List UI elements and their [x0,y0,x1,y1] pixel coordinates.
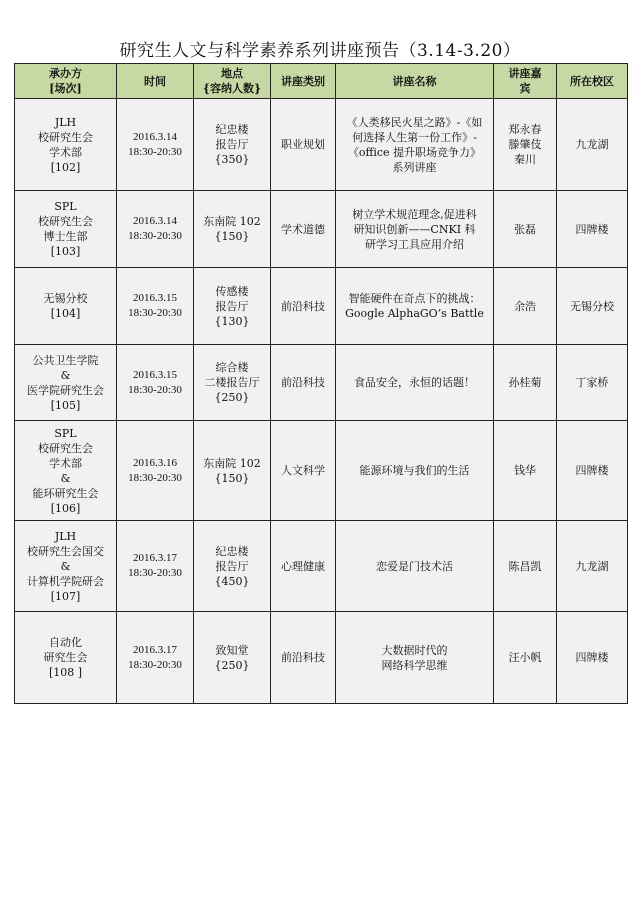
category-cell: 学术道德 [271,191,336,268]
venue-cell: 综合楼 二楼报告厅 {250} [194,345,271,421]
header-topic: 讲座名称 [336,64,494,99]
organizer-cell: JLH 校研究生会国交 & 计算机学院研会 [107] [15,521,117,612]
category-cell: 前沿科技 [271,345,336,421]
organizer-cell: 无锡分校 [104] [15,268,117,345]
topic-cell: 树立学术规范理念,促进科 研知识创新——CNKI 科 研学习工具应用介绍 [336,191,494,268]
organizer-cell: SPL 校研究生会 博士生部 [103] [15,191,117,268]
venue-cell: 纪忠楼 报告厅 {450} [194,521,271,612]
speaker-cell: 钱华 [494,421,557,521]
table-row [15,268,628,345]
topic-cell: 大数据时代的 网络科学思维 [336,612,494,704]
campus-cell: 九龙湖 [557,521,628,612]
category-cell: 前沿科技 [271,612,336,704]
speaker-cell: 孙桂菊 [494,345,557,421]
table-row [15,612,628,704]
table-row [15,521,628,612]
speaker-cell: 张磊 [494,191,557,268]
table-row [15,191,628,268]
venue-cell: 东南院 102 {150} [194,191,271,268]
table-row [15,99,628,191]
speaker-cell: 余浩 [494,268,557,345]
header-venue: 地点 {容纳人数} [194,64,271,99]
category-cell: 人文科学 [271,421,336,521]
speaker-cell: 陈昌凯 [494,521,557,612]
venue-cell: 致知堂 {250} [194,612,271,704]
time-cell: 2016.3.16 18:30-20:30 [117,421,194,521]
table-row [15,421,628,521]
campus-cell: 丁家桥 [557,345,628,421]
organizer-cell: 自动化 研究生会 [108 ] [15,612,117,704]
campus-cell: 无锡分校 [557,268,628,345]
venue-cell: 纪忠楼 报告厅 {350} [194,99,271,191]
campus-cell: 九龙湖 [557,99,628,191]
time-cell: 2016.3.14 18:30-20:30 [117,191,194,268]
speaker-cell: 郑永春 滕肇伎 秦川 [494,99,557,191]
time-cell: 2016.3.15 18:30-20:30 [117,345,194,421]
table-row [15,345,628,421]
topic-cell: 智能硬件在奇点下的挑战： Google AlphaGO’s Battle [336,268,494,345]
header-category: 讲座类别 [271,64,336,99]
page-title: 研究生人文与科学素养系列讲座预告（3.14-3.20） [119,41,521,61]
time-cell: 2016.3.14 18:30-20:30 [117,99,194,191]
category-cell: 职业规划 [271,99,336,191]
header-time: 时间 [117,64,194,99]
lecture-schedule-table [14,63,628,704]
category-cell: 心理健康 [271,521,336,612]
header-row [15,64,628,99]
header-speaker: 讲座嘉 宾 [494,64,557,99]
header-organizer: 承办方 [场次] [15,64,117,99]
venue-cell: 东南院 102 {150} [194,421,271,521]
time-cell: 2016.3.17 18:30-20:30 [117,612,194,704]
campus-cell: 四牌楼 [557,191,628,268]
organizer-cell: SPL 校研究生会 学术部 & 能环研究生会 [106] [15,421,117,521]
speaker-cell: 汪小帆 [494,612,557,704]
organizer-cell: 公共卫生学院 & 医学院研究生会 [105] [15,345,117,421]
time-cell: 2016.3.15 18:30-20:30 [117,268,194,345]
topic-cell: 恋爱是门技术活 [336,521,494,612]
time-cell: 2016.3.17 18:30-20:30 [117,521,194,612]
topic-cell: 食品安全，永恒的话题！ [336,345,494,421]
category-cell: 前沿科技 [271,268,336,345]
campus-cell: 四牌楼 [557,421,628,521]
topic-cell: 能源环境与我们的生活 [336,421,494,521]
topic-cell: 《人类移民火星之路》-《如 何选择人生第一份工作》- 《office 提升职场竞争力》 系列讲座 [336,99,494,191]
organizer-cell: JLH 校研究生会 学术部 [102] [15,99,117,191]
venue-cell: 传感楼 报告厅 {130} [194,268,271,345]
header-campus: 所在校区 [557,64,628,99]
campus-cell: 四牌楼 [557,612,628,704]
